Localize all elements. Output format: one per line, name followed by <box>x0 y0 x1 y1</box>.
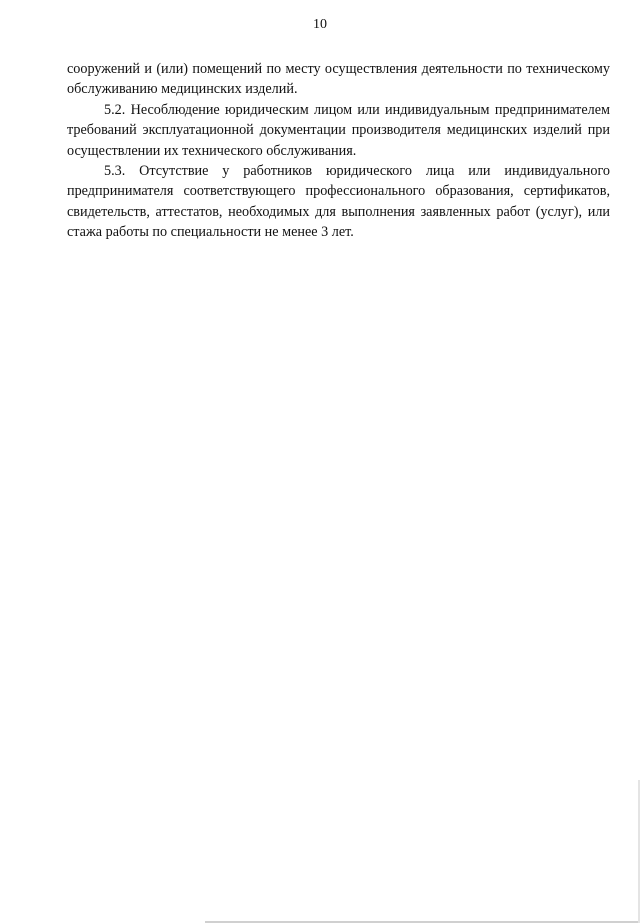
page-number: 10 <box>313 17 327 32</box>
document-body <box>67 59 610 243</box>
paragraph-5-3: 5.3. Отсутствие у работников юридического лица или индивидуального предпринимателя соответствующего профессионального образования, сертификатов, свидетельств, аттестатов, необходимых для выполнения заявленных работ (услуг), или стажа работы по специальности не менее 3 лет. <box>67 163 610 241</box>
paragraph-5-2: 5.2. Несоблюдение юридическим лицом или индивидуальным предпринимателем требований эксплуатационной документации производителя медицинских изделий при осуществлении их технического обслуживания. <box>67 101 610 159</box>
paragraph-continuation: сооружений и (или) помещений по месту осуществления деятельности по техническому обслуживанию медицинских изделий. <box>67 61 610 98</box>
